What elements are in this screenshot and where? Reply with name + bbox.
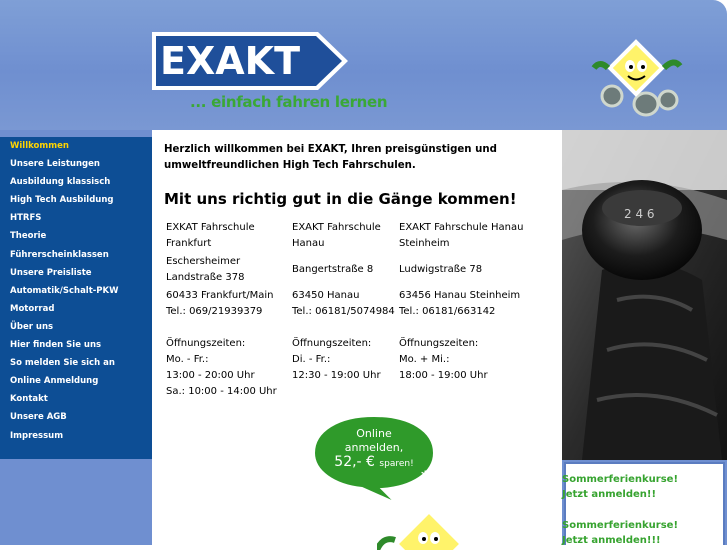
school-street: Bangertstraße 8 [292,264,374,275]
nav-item-agb[interactable]: Unsere AGB [10,412,67,423]
nav-item-willkommen[interactable]: Willkommen [10,141,69,151]
nav-item-fuehrerscheinklassen[interactable]: Führerscheinklassen [10,249,109,260]
promo-line-4[interactable]: Jetzt anmelden!!! [562,535,661,546]
school-name: EXAKT Fahrschule Hanau [292,222,381,249]
school-phone: Tel.: 06181/663142 [399,306,496,317]
nav-item-high-tech[interactable]: High Tech Ausbildung [10,195,114,206]
opening-hours-days: Mo. + Mi.: [399,354,450,365]
mascot-icon [377,510,462,550]
opening-hours-label: Öffnungszeiten: [166,338,246,349]
bubble-price: 52,- € [334,454,375,470]
footnote-star: * [421,467,430,486]
main-navigation [0,137,152,459]
promo-line-1[interactable]: Sommerferienkurse! [562,474,679,485]
nav-item-ueber-uns[interactable]: Über uns [10,321,54,332]
page-headline: Mit uns richtig gut in die Gänge kommen! [164,190,517,208]
nav-item-theorie[interactable]: Theorie [10,231,47,242]
bubble-text[interactable] [324,427,424,471]
school-steinheim [399,220,559,384]
nav-item-ausbildung-klassisch[interactable]: Ausbildung klassisch [10,177,111,188]
school-street: Ludwigstraße 78 [399,264,483,275]
promo-line-3[interactable]: Sommerferienkurse! [562,520,679,531]
nav-item-anfahrt[interactable]: Hier finden Sie uns [10,340,102,351]
school-name: EXKAT Fahrschule Frankfurt [166,222,255,249]
opening-hours-days: Mo. - Fr.: [166,354,209,365]
school-city: 60433 Frankfurt/Main [166,290,274,301]
exakt-logo[interactable] [150,30,350,92]
tagline: ... einfach fahren lernen [190,93,388,111]
school-street: Eschersheimer Landstraße 378 [166,256,245,283]
nav-item-online-anmeldung[interactable]: Online Anmeldung [10,376,99,387]
school-hanau [292,220,396,384]
promo-line-2[interactable]: Jetzt anmelden!! [562,489,657,500]
nav-item-anmelden[interactable]: So melden Sie sich an [10,358,115,369]
main-content [152,130,562,545]
school-phone: Tel.: 069/21939379 [166,306,263,317]
nav-item-automatik[interactable]: Automatik/Schalt-PKW [10,285,119,296]
school-city: 63456 Hanau Steinheim [399,290,521,301]
nav-item-motorrad[interactable]: Motorrad [10,303,55,314]
nav-item-impressum[interactable]: Impressum [10,430,64,441]
bubble-price-suffix: sparen! [379,459,414,469]
opening-hours-time: 18:00 - 19:00 Uhr [399,370,488,381]
nav-item-kontakt[interactable]: Kontakt [10,394,48,405]
site-header [0,0,727,130]
nav-item-preisliste[interactable]: Unsere Preisliste [10,267,92,278]
school-frankfurt [166,220,288,400]
nav-item-leistungen[interactable]: Unsere Leistungen [10,159,100,170]
bubble-line2: anmelden, [344,441,404,454]
bubble-line1: Online [356,427,392,440]
svg-text:2 4 6: 2 4 6 [624,207,655,221]
logo-text: EXAKT [160,39,301,83]
nav-item-htrfs[interactable]: HTRFS [10,213,42,224]
opening-hours-saturday: Sa.: 10:00 - 14:00 Uhr [166,386,277,397]
opening-hours-label: Öffnungszeiten: [399,338,479,349]
opening-hours-days: Di. - Fr.: [292,354,331,365]
intro-text: Herzlich willkommen bei EXAKT, Ihren preisgünstigen und umweltfreundlichen High Tech Fahrschulen. [164,144,497,171]
opening-hours-time: 13:00 - 20:00 Uhr [166,370,255,381]
school-city: 63450 Hanau [292,290,360,301]
mascot-car-icon [590,38,685,120]
school-name: EXAKT Fahrschule Hanau Steinheim [399,222,524,249]
opening-hours-time: 12:30 - 19:00 Uhr [292,370,381,381]
opening-hours-label: Öffnungszeiten: [292,338,372,349]
school-phone: Tel.: 06181/5074984 [292,306,395,317]
gear-shift-photo [562,130,727,460]
